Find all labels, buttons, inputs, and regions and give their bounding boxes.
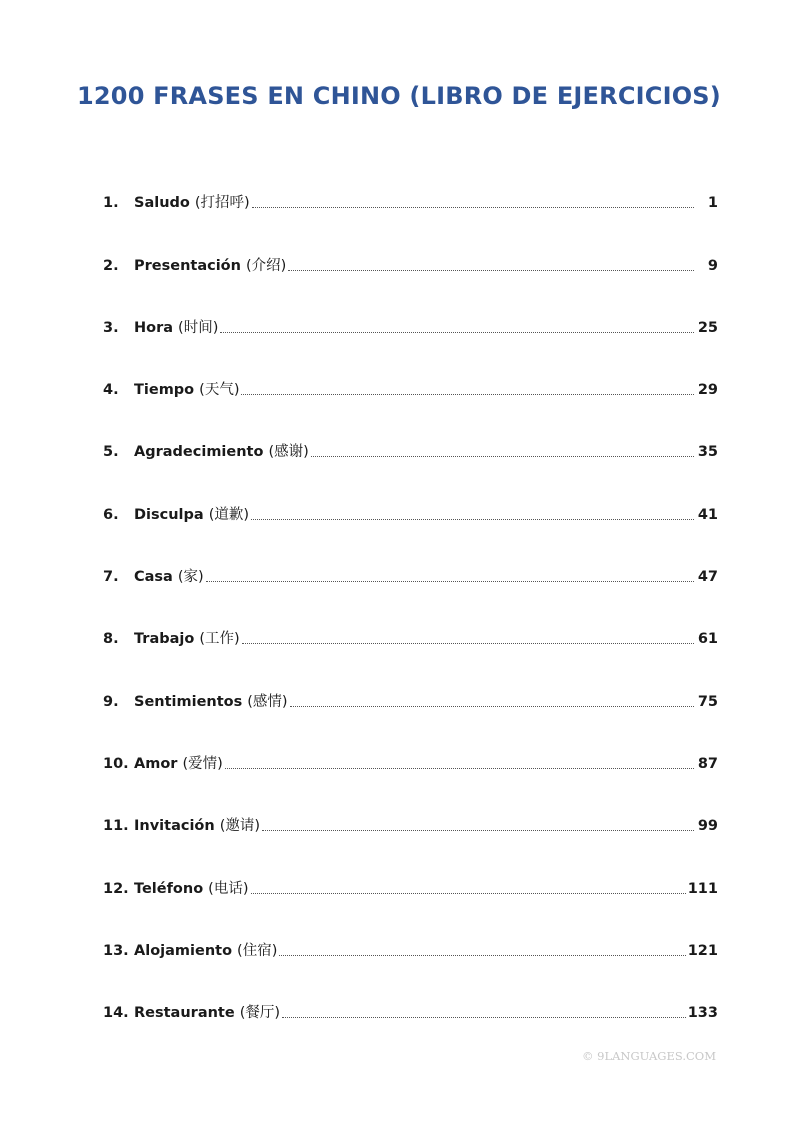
toc-entry-page: 121 (687, 942, 718, 959)
dot-leader (225, 768, 694, 769)
toc-entry-page: 9 (707, 257, 718, 274)
toc-entry-title: Sentimientos (134, 693, 243, 710)
toc-entry-chinese: (打招呼) (194, 195, 250, 212)
toc-entry-chinese: (介绍) (245, 257, 287, 274)
toc-entry-number: 11. (103, 818, 129, 835)
page-title: 1200 FRASES EN CHINO (LIBRO DE EJERCICIOS) (77, 82, 721, 110)
dot-leader (262, 830, 694, 831)
toc-entry[interactable] (103, 898, 718, 960)
toc-entry[interactable] (103, 835, 718, 897)
toc-entry-title: Saludo (134, 195, 190, 212)
toc-entry-title: Teléfono (134, 880, 204, 897)
toc-entry[interactable] (103, 212, 718, 274)
dot-leader (241, 394, 694, 395)
copyright-footer: © 9LANGUAGES.COM (581, 1049, 716, 1063)
toc-entry-chinese: (时间) (178, 319, 219, 336)
toc-entry-chinese: (餐厅) (239, 1005, 281, 1022)
toc-entry-page: 29 (697, 382, 718, 399)
toc-entry-title: Tiempo (134, 382, 195, 399)
toc-entry-number: 8. (103, 631, 119, 648)
dot-leader (311, 456, 694, 457)
toc-entry-title: Presentación (134, 257, 241, 274)
toc-entry-number: 6. (103, 506, 119, 523)
toc-entry[interactable] (103, 711, 718, 773)
toc-entry-page: 61 (697, 631, 718, 648)
toc-entry-chinese: (电话) (208, 880, 249, 897)
toc-entry[interactable] (103, 150, 718, 212)
toc-entry[interactable] (103, 275, 718, 337)
toc-entry-chinese: (道歉) (208, 506, 250, 523)
toc-entry[interactable] (103, 461, 718, 523)
dot-leader (290, 706, 694, 707)
toc-entry-number: 5. (103, 444, 119, 461)
toc-entry-number: 1. (103, 195, 119, 212)
toc-entry-number: 12. (103, 880, 129, 897)
toc-entry-chinese: (感谢) (268, 444, 309, 461)
dot-leader (242, 643, 694, 644)
toc-entry-number: 10. (103, 755, 129, 772)
toc-entry-page: 47 (697, 569, 718, 586)
toc-entry-number: 2. (103, 257, 119, 274)
toc-entry-title: Trabajo (134, 631, 195, 648)
dot-leader (220, 332, 694, 333)
dot-leader (279, 955, 685, 956)
toc-entry-title: Amor (134, 755, 178, 772)
toc-entry-page: 25 (697, 319, 718, 336)
toc-entry-page: 41 (697, 506, 718, 523)
toc-entry-number: 3. (103, 319, 119, 336)
toc-entry[interactable] (103, 586, 718, 648)
toc-entry[interactable] (103, 524, 718, 586)
toc-entry-chinese: (工作) (199, 631, 240, 648)
toc-entry-chinese: (天气) (199, 382, 240, 399)
toc-entry-chinese: (邀请) (219, 818, 261, 835)
toc-entry-page: 133 (687, 1005, 718, 1022)
toc-entry[interactable] (103, 648, 718, 710)
dot-leader (288, 270, 694, 271)
toc-entry-title: Invitación (134, 818, 215, 835)
toc-entry-page: 35 (697, 444, 718, 461)
toc-entry-number: 9. (103, 693, 119, 710)
dot-leader (251, 519, 694, 520)
toc-entry-chinese: (家) (177, 569, 204, 586)
toc-entry-title: Agradecimiento (134, 444, 264, 461)
dot-leader (206, 581, 694, 582)
toc-entry-title: Casa (134, 569, 173, 586)
toc-entry-page: 75 (697, 693, 718, 710)
toc-entry-page: 1 (707, 195, 718, 212)
toc-entry-title: Restaurante (134, 1005, 235, 1022)
dot-leader (251, 893, 686, 894)
toc-entry-number: 7. (103, 569, 119, 586)
toc-entry-chinese: (住宿) (237, 942, 278, 959)
dot-leader (252, 207, 694, 208)
toc-entry-title: Hora (134, 319, 174, 336)
toc-entry-page: 111 (687, 880, 718, 897)
toc-entry[interactable] (103, 399, 718, 461)
toc-entry[interactable] (103, 773, 718, 835)
toc-entry-number: 14. (103, 1005, 129, 1022)
toc-entry-title: Alojamiento (134, 942, 233, 959)
toc-entry[interactable] (103, 337, 718, 399)
toc-entry-number: 13. (103, 942, 129, 959)
toc-entry-chinese: (爱情) (182, 755, 223, 772)
toc-entry-page: 99 (697, 818, 718, 835)
toc-entry-title: Disculpa (134, 506, 204, 523)
toc-entry[interactable] (103, 960, 718, 1022)
table-of-contents (103, 150, 718, 1022)
toc-entry-page: 87 (697, 755, 718, 772)
toc-entry-number: 4. (103, 382, 119, 399)
toc-entry-chinese: (感情) (247, 693, 288, 710)
dot-leader (282, 1017, 686, 1018)
